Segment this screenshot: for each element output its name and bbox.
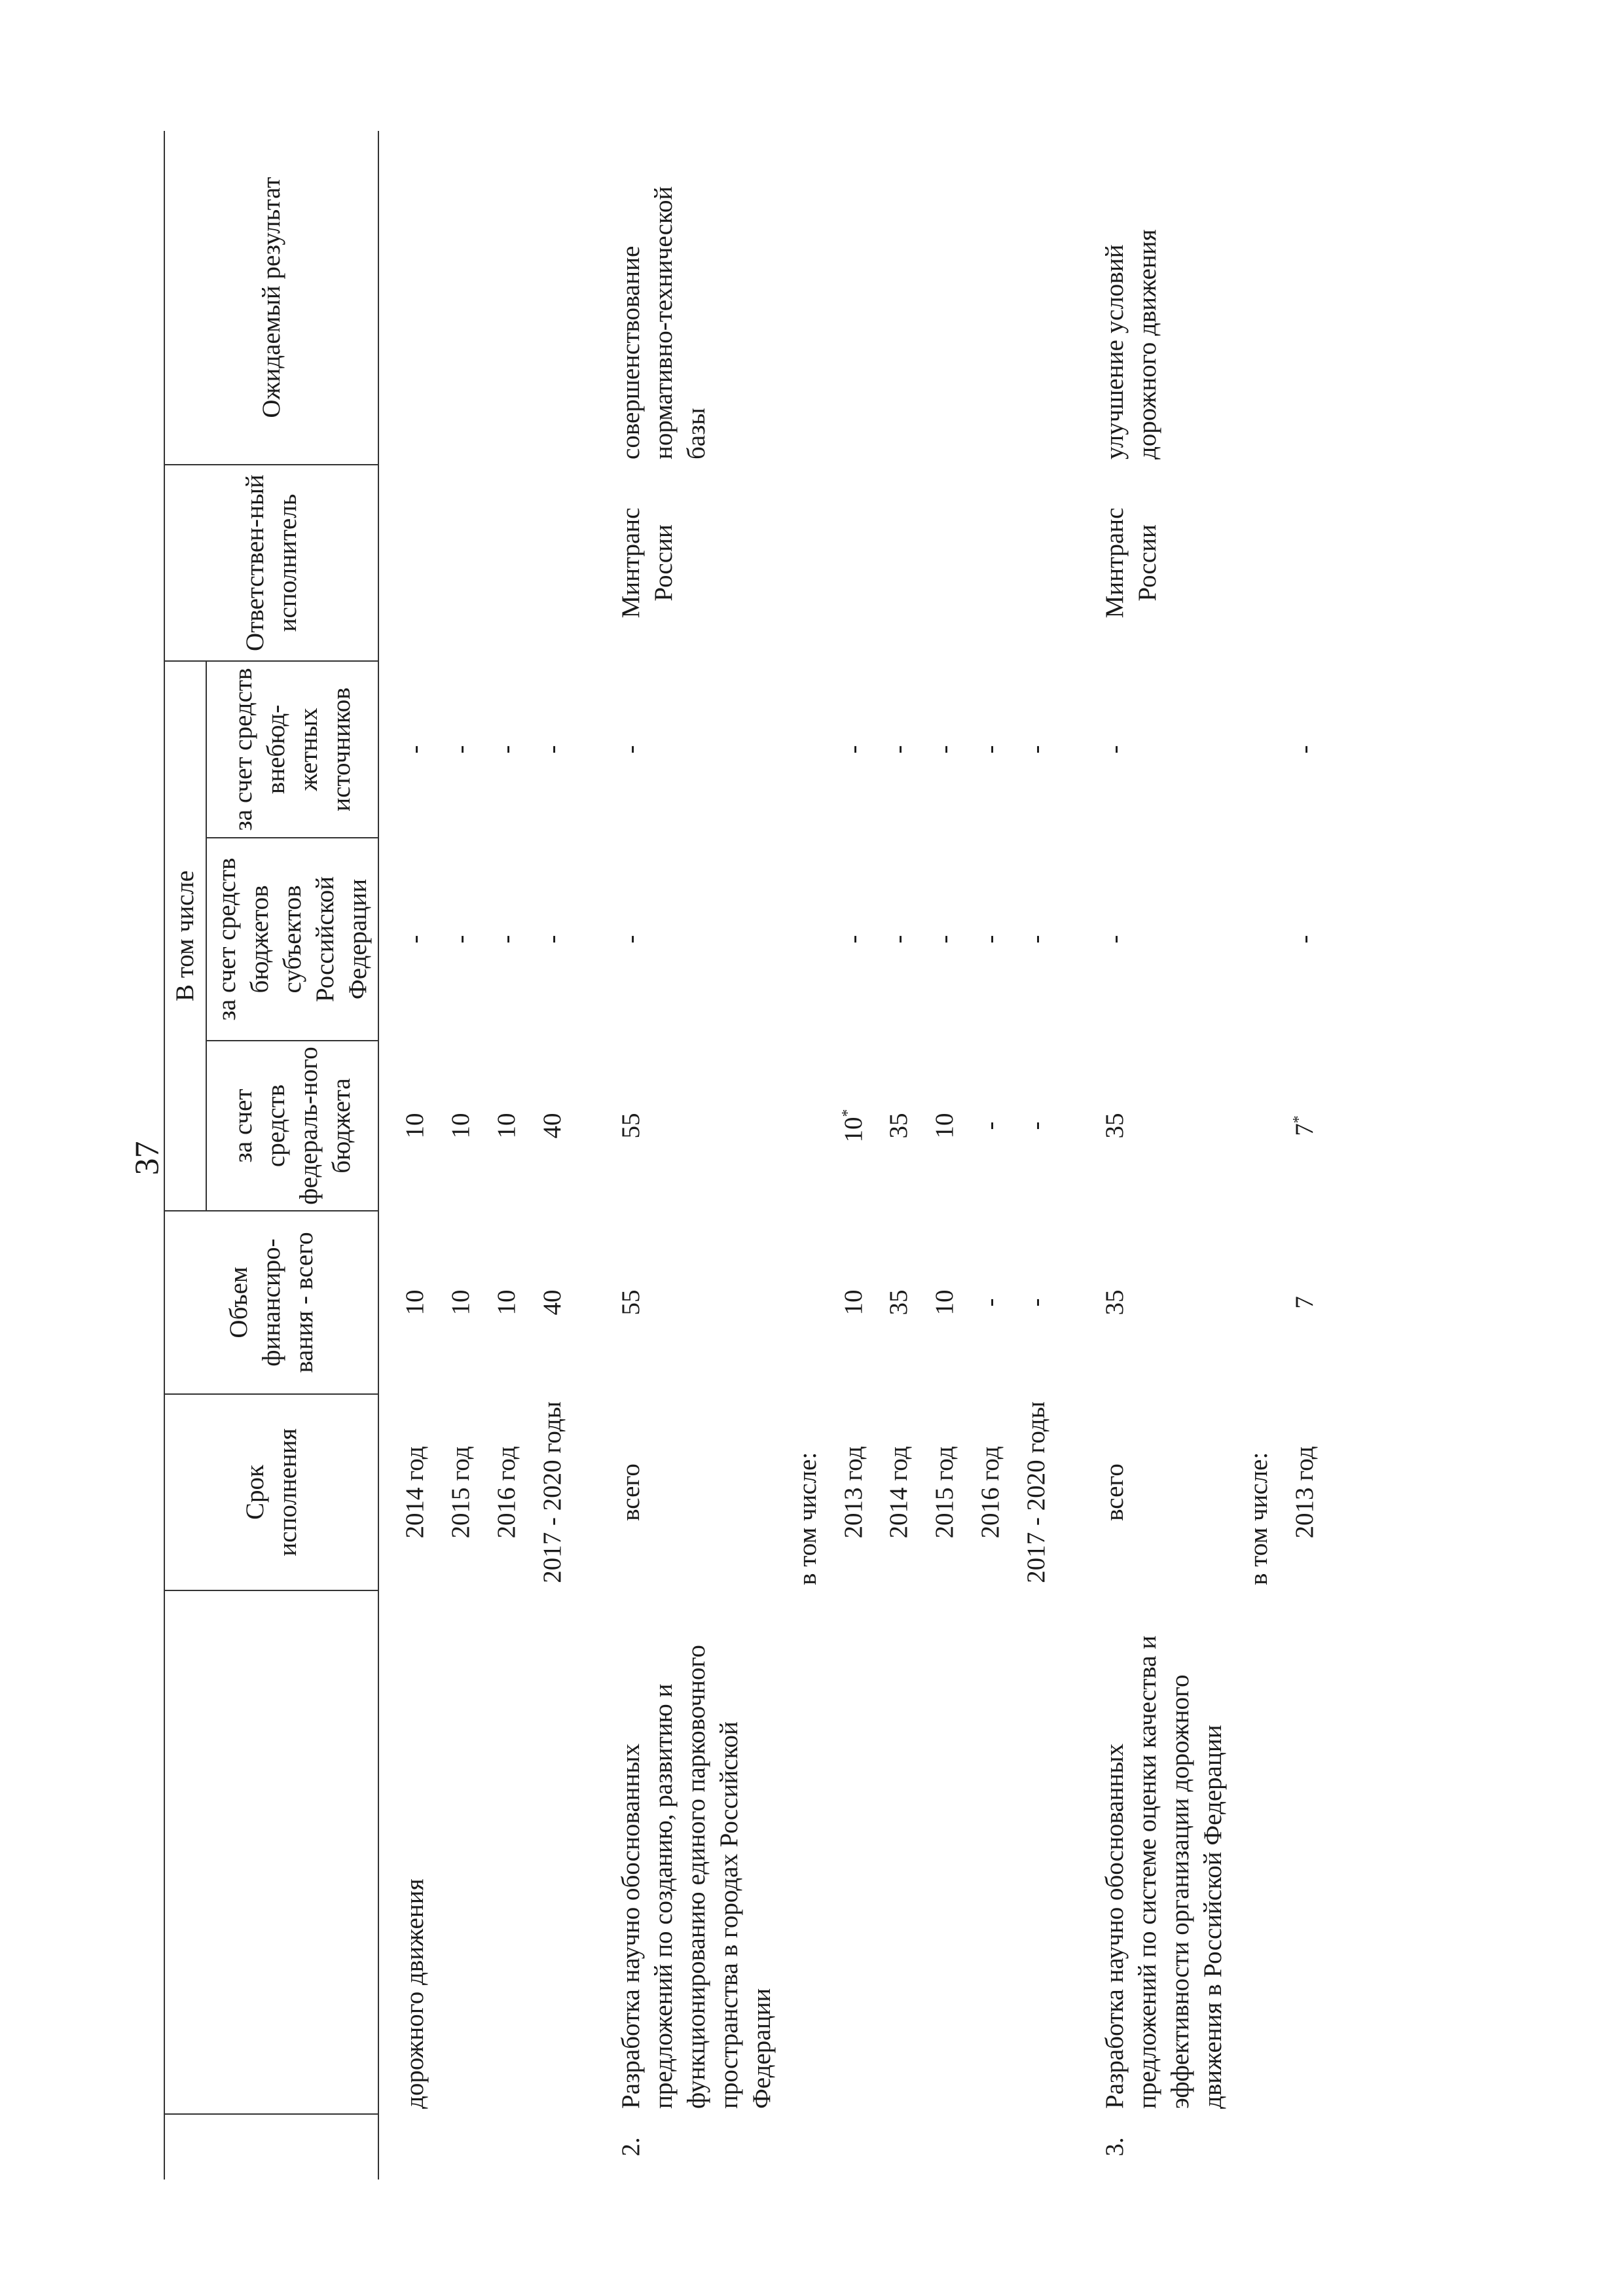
cell-federal: 35 <box>884 1113 913 1139</box>
cell-federal <box>1282 1041 1328 1211</box>
cell-result <box>831 131 877 465</box>
federal-value: 7 <box>1290 1123 1319 1136</box>
cell-result <box>1282 131 1328 465</box>
cell-number <box>831 2114 877 2179</box>
cell-responsible <box>1013 465 1059 661</box>
cell-regional: - <box>1290 935 1319 944</box>
cell-number <box>922 2114 968 2179</box>
cell-responsible: Минтранс России <box>617 507 678 619</box>
cell-extrabudget: - <box>1101 745 1129 754</box>
table-body <box>378 131 1327 2179</box>
cell-regional: - <box>976 935 1005 944</box>
cell-extrabudget: - <box>839 745 867 754</box>
table-row <box>530 131 575 2179</box>
cell-name <box>876 1590 922 2114</box>
cell-term: всего <box>617 1463 646 1521</box>
cell-total: 40 <box>538 1289 567 1316</box>
cell-name <box>968 1590 1013 2114</box>
cell-name: Разработка научно обоснованных предложений по созданию, развитию и функционированию единого парковочного пространства в городах Российской Федерации <box>617 1645 776 2109</box>
cell-responsible <box>530 465 575 661</box>
header-name <box>164 1590 378 2114</box>
cell-regional: - <box>1022 935 1051 944</box>
cell-result <box>378 131 438 465</box>
cell-extrabudget: - <box>976 745 1005 754</box>
cell-federal <box>1236 1041 1282 1211</box>
cell-federal: 10 <box>447 1113 475 1139</box>
cell-regional: - <box>492 935 521 944</box>
cell-term: 2015 год <box>447 1446 475 1539</box>
cell-regional: - <box>839 935 867 944</box>
cell-federal: 10 <box>401 1113 429 1139</box>
header-result: Ожидаемый результат <box>164 131 378 465</box>
cell-extrabudget: - <box>930 745 959 754</box>
cell-term: 2017 - 2020 годы <box>538 1401 567 1583</box>
cell-extrabudget: - <box>884 745 913 754</box>
header-including: В том числе <box>164 661 206 1211</box>
cell-term: 2013 год <box>839 1446 867 1539</box>
cell-extrabudget: - <box>401 745 429 754</box>
cell-regional <box>1236 838 1282 1041</box>
cell-regional: - <box>617 935 646 944</box>
cell-name <box>1236 1590 1282 2114</box>
cell-result <box>484 131 530 465</box>
cell-responsible <box>831 465 877 661</box>
table-row <box>438 131 484 2179</box>
cell-federal: 55 <box>617 1113 646 1139</box>
cell-responsible <box>1236 465 1282 661</box>
cell-extrabudget <box>1236 661 1282 838</box>
table-row <box>378 131 438 2179</box>
cell-total: 55 <box>617 1289 646 1316</box>
cell-total: 35 <box>884 1289 913 1316</box>
cell-term: всего <box>1101 1463 1129 1521</box>
cell-responsible: Минтранс России <box>1101 507 1161 619</box>
cell-regional: - <box>930 935 959 944</box>
table-row <box>1236 131 1282 2179</box>
page-number: 37 <box>128 1141 166 1175</box>
cell-name <box>1282 1590 1328 2114</box>
cell-term: в том числе: <box>1244 1452 1273 1585</box>
cell-responsible <box>785 465 831 661</box>
cell-number <box>785 2114 831 2179</box>
cell-number <box>1013 2114 1059 2179</box>
cell-total: - <box>1022 1298 1051 1307</box>
program-table <box>164 131 1327 2179</box>
cell-term: 2015 год <box>930 1446 959 1539</box>
header-term: Срок исполнения <box>164 1394 378 1590</box>
cell-term: 2016 год <box>492 1446 521 1539</box>
cell-total: 10 <box>839 1289 867 1316</box>
cell-responsible <box>378 465 438 661</box>
cell-federal <box>831 1041 877 1211</box>
table-row <box>785 131 831 2179</box>
cell-result <box>785 131 831 465</box>
cell-result <box>438 131 484 465</box>
footnote-mark: * <box>839 1109 856 1117</box>
cell-federal: 10 <box>492 1113 521 1139</box>
cell-total: 7 <box>1290 1296 1319 1309</box>
rotated-table-container <box>164 131 1617 2179</box>
cell-extrabudget: - <box>492 745 521 754</box>
cell-number <box>876 2114 922 2179</box>
table-row <box>831 131 877 2179</box>
cell-extrabudget <box>785 661 831 838</box>
cell-name <box>831 1590 877 2114</box>
header-responsible: Ответствен-ный исполнитель <box>164 465 378 661</box>
cell-responsible <box>968 465 1013 661</box>
cell-federal: - <box>1022 1121 1051 1130</box>
cell-number <box>530 2114 575 2179</box>
cell-number: 3. <box>1101 2137 1129 2157</box>
cell-regional: - <box>538 935 567 944</box>
table-header <box>164 131 378 2179</box>
cell-number <box>484 2114 530 2179</box>
table-row <box>968 131 1013 2179</box>
cell-result <box>876 131 922 465</box>
table-row <box>575 131 785 2179</box>
cell-total: 35 <box>1101 1289 1129 1316</box>
header-total: Объем финансиро-вания - всего <box>164 1211 378 1394</box>
cell-number <box>438 2114 484 2179</box>
cell-result <box>968 131 1013 465</box>
cell-total: 10 <box>447 1289 475 1316</box>
cell-result: улучшение условий дорожного движения <box>1101 229 1161 459</box>
cell-responsible <box>922 465 968 661</box>
cell-result <box>530 131 575 465</box>
cell-regional: - <box>1101 935 1129 944</box>
cell-term: 2017 - 2020 годы <box>1022 1401 1051 1583</box>
cell-term: 2014 год <box>401 1446 429 1539</box>
table-row <box>922 131 968 2179</box>
cell-term: 2013 год <box>1290 1446 1319 1539</box>
cell-regional: - <box>884 935 913 944</box>
cell-federal <box>785 1041 831 1211</box>
cell-term: 2016 год <box>976 1446 1005 1539</box>
cell-name <box>922 1590 968 2114</box>
cell-extrabudget: - <box>617 745 646 754</box>
cell-number <box>378 2114 438 2179</box>
cell-term: 2014 год <box>884 1446 913 1539</box>
cell-name <box>530 1590 575 2114</box>
cell-responsible <box>438 465 484 661</box>
table-row <box>1059 131 1236 2179</box>
cell-responsible <box>876 465 922 661</box>
table-row <box>876 131 922 2179</box>
cell-federal: 35 <box>1101 1113 1129 1139</box>
table-row <box>1013 131 1059 2179</box>
cell-extrabudget: - <box>538 745 567 754</box>
cell-federal: 40 <box>538 1113 567 1139</box>
cell-extrabudget: - <box>447 745 475 754</box>
cell-result <box>1013 131 1059 465</box>
cell-federal: 10 <box>930 1113 959 1139</box>
cell-total: - <box>976 1298 1005 1307</box>
header-extrabudget: за счет средств внебюд-жетных источников <box>206 661 379 838</box>
cell-federal: - <box>976 1121 1005 1130</box>
footnote-mark: * <box>1290 1115 1307 1124</box>
cell-number: 2. <box>617 2137 646 2157</box>
cell-name <box>1013 1590 1059 2114</box>
cell-extrabudget: - <box>1022 745 1051 754</box>
cell-name <box>438 1590 484 2114</box>
cell-responsible <box>1282 465 1328 661</box>
cell-responsible <box>484 465 530 661</box>
table-row <box>1282 131 1328 2179</box>
cell-total <box>785 1211 831 1394</box>
cell-name <box>785 1590 831 2114</box>
cell-regional <box>785 838 831 1041</box>
cell-number <box>1236 2114 1282 2179</box>
cell-regional: - <box>447 935 475 944</box>
cell-number <box>968 2114 1013 2179</box>
cell-total: 10 <box>930 1289 959 1316</box>
header-regional: за счет средств бюджетов субъектов Российской Федерации <box>206 838 379 1041</box>
cell-name: дорожного движения <box>401 1878 429 2109</box>
header-number <box>164 2114 378 2179</box>
cell-result <box>922 131 968 465</box>
cell-result: совершенствование нормативно-технической базы <box>617 186 710 459</box>
header-federal: за счет средств федераль-ного бюджета <box>206 1041 379 1211</box>
cell-result <box>1236 131 1282 465</box>
cell-number <box>1282 2114 1328 2179</box>
table-row <box>484 131 530 2179</box>
cell-regional: - <box>401 935 429 944</box>
federal-value: 10 <box>839 1117 867 1143</box>
cell-term: в том числе: <box>793 1452 822 1585</box>
cell-total <box>1236 1211 1282 1394</box>
cell-total: 10 <box>492 1289 521 1316</box>
cell-extrabudget: - <box>1290 745 1319 754</box>
cell-name: Разработка научно обоснованных предложений по системе оценки качества и эффективности организации дорожного движения в Российской Федерации <box>1101 1635 1227 2109</box>
cell-total: 10 <box>401 1289 429 1316</box>
cell-name <box>484 1590 530 2114</box>
